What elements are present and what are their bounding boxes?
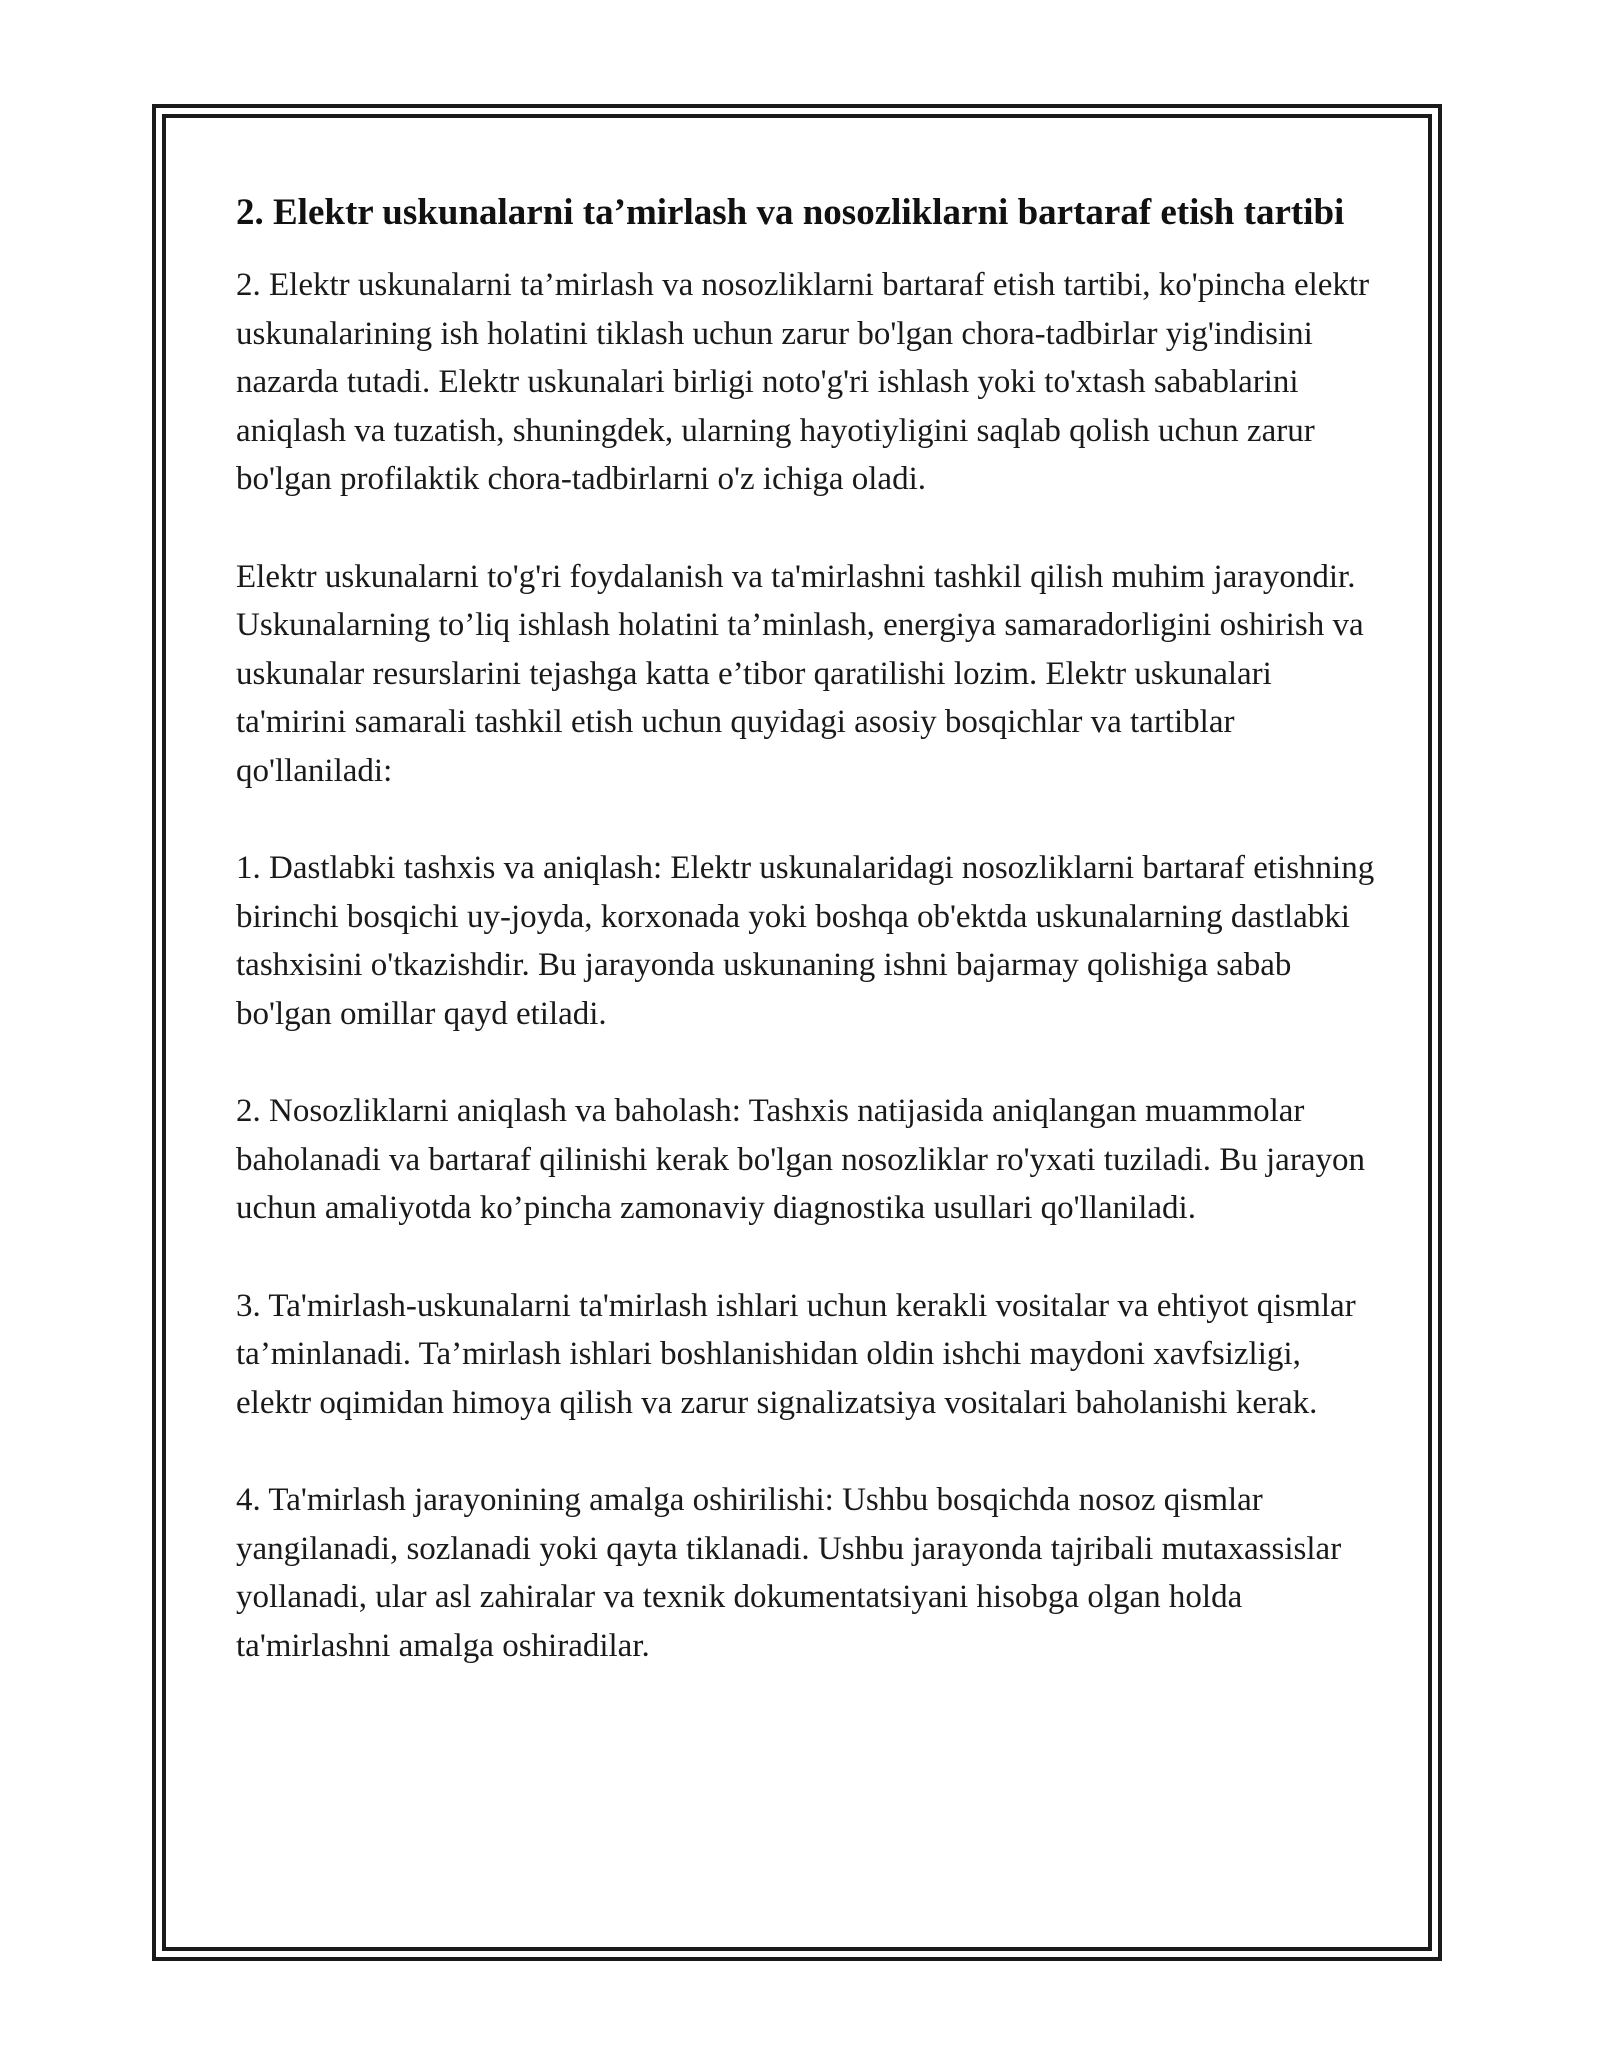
paragraph-step-4: 4. Ta'mirlash jarayonining amalga oshirilishi: Ushbu bosqichda nosoz qismlar yangilanadi, sozlanadi yoki qayta tiklanadi. Ushbu jarayonda tajribali mutaxassislar yollanadi, ular asl zahiralar va texnik dokumentatsiyani hisobga olgan holda ta'mirlashni amalga oshiradilar. xyxy=(236,1482,1342,1664)
paragraph-step-2: 2. Nosozliklarni aniqlash va baholash: Tashxis natijasida aniqlangan muammolar baholanadi va bartaraf qilinishi kerak bo'lgan nosozliklar ro'yxati tuziladi. Bu jarayon uchun amaliyotda ko’pincha zamonaviy diagnostika usullari qo'llaniladi. xyxy=(236,1093,1365,1226)
paragraph-step-1: 1. Dastlabki tashxis va aniqlash: Elektr uskunalaridagi nosozliklarni bartaraf etishning birinchi bosqichi uy-joyda, korxonada yoki boshqa ob'ektda uskunalarning dastlabki tashxisini o'tkazishdir. Bu jarayonda uskunaning ishni bajarmay qolishiga sabab bo'lgan omillar qayd etiladi. xyxy=(236,850,1375,1032)
paragraph-intro: 2. Elektr uskunalarni ta’mirlash va nosozliklarni bartaraf etish tartibi, ko'pincha elektr uskunalarining ish holatini tiklash uchun zarur bo'lgan chora-tadbirlar yig'indisini nazarda tutadi. Elektr uskunalari birligi noto'g'ri ishlash yoki to'xtash sabablarini aniqlash va tuzatish, shuningdek, ularning hayotiyligini saqlab qolish uchun zarur bo'lgan profilaktik chora-tadbirlarni o'z ichiga oladi. xyxy=(236,267,1370,497)
section-title: 2. Elektr uskunalarni ta’mirlash va nosozliklarni bartaraf etish tartibi xyxy=(236,192,1345,233)
paragraph-step-3: 3. Ta'mirlash-uskunalarni ta'mirlash ishlari uchun kerakli vositalar va ehtiyot qismlar ta’minlanadi. Ta’mirlash ishlari boshlanishidan oldin ishchi maydoni xavfsizligi, elektr oqimidan himoya qilish va zarur signalizatsiya vositalari baholanishi kerak. xyxy=(236,1287,1356,1421)
paragraph-overview: Elektr uskunalarni to'g'ri foydalanish va ta'mirlashni tashkil qilish muhim jarayondir. Uskunalarning to’liq ishlash holatini ta’minlash, energiya samaradorligini oshirish va uskunalar resurslarini tejashga katta e’tibor qaratilishi lozim. Elektr uskunalari ta'mirini samarali tashkil etish uchun quyidagi asosiy bosqichlar va tartiblar qo'llaniladi: xyxy=(236,558,1364,789)
document-body xyxy=(236,186,1376,1670)
